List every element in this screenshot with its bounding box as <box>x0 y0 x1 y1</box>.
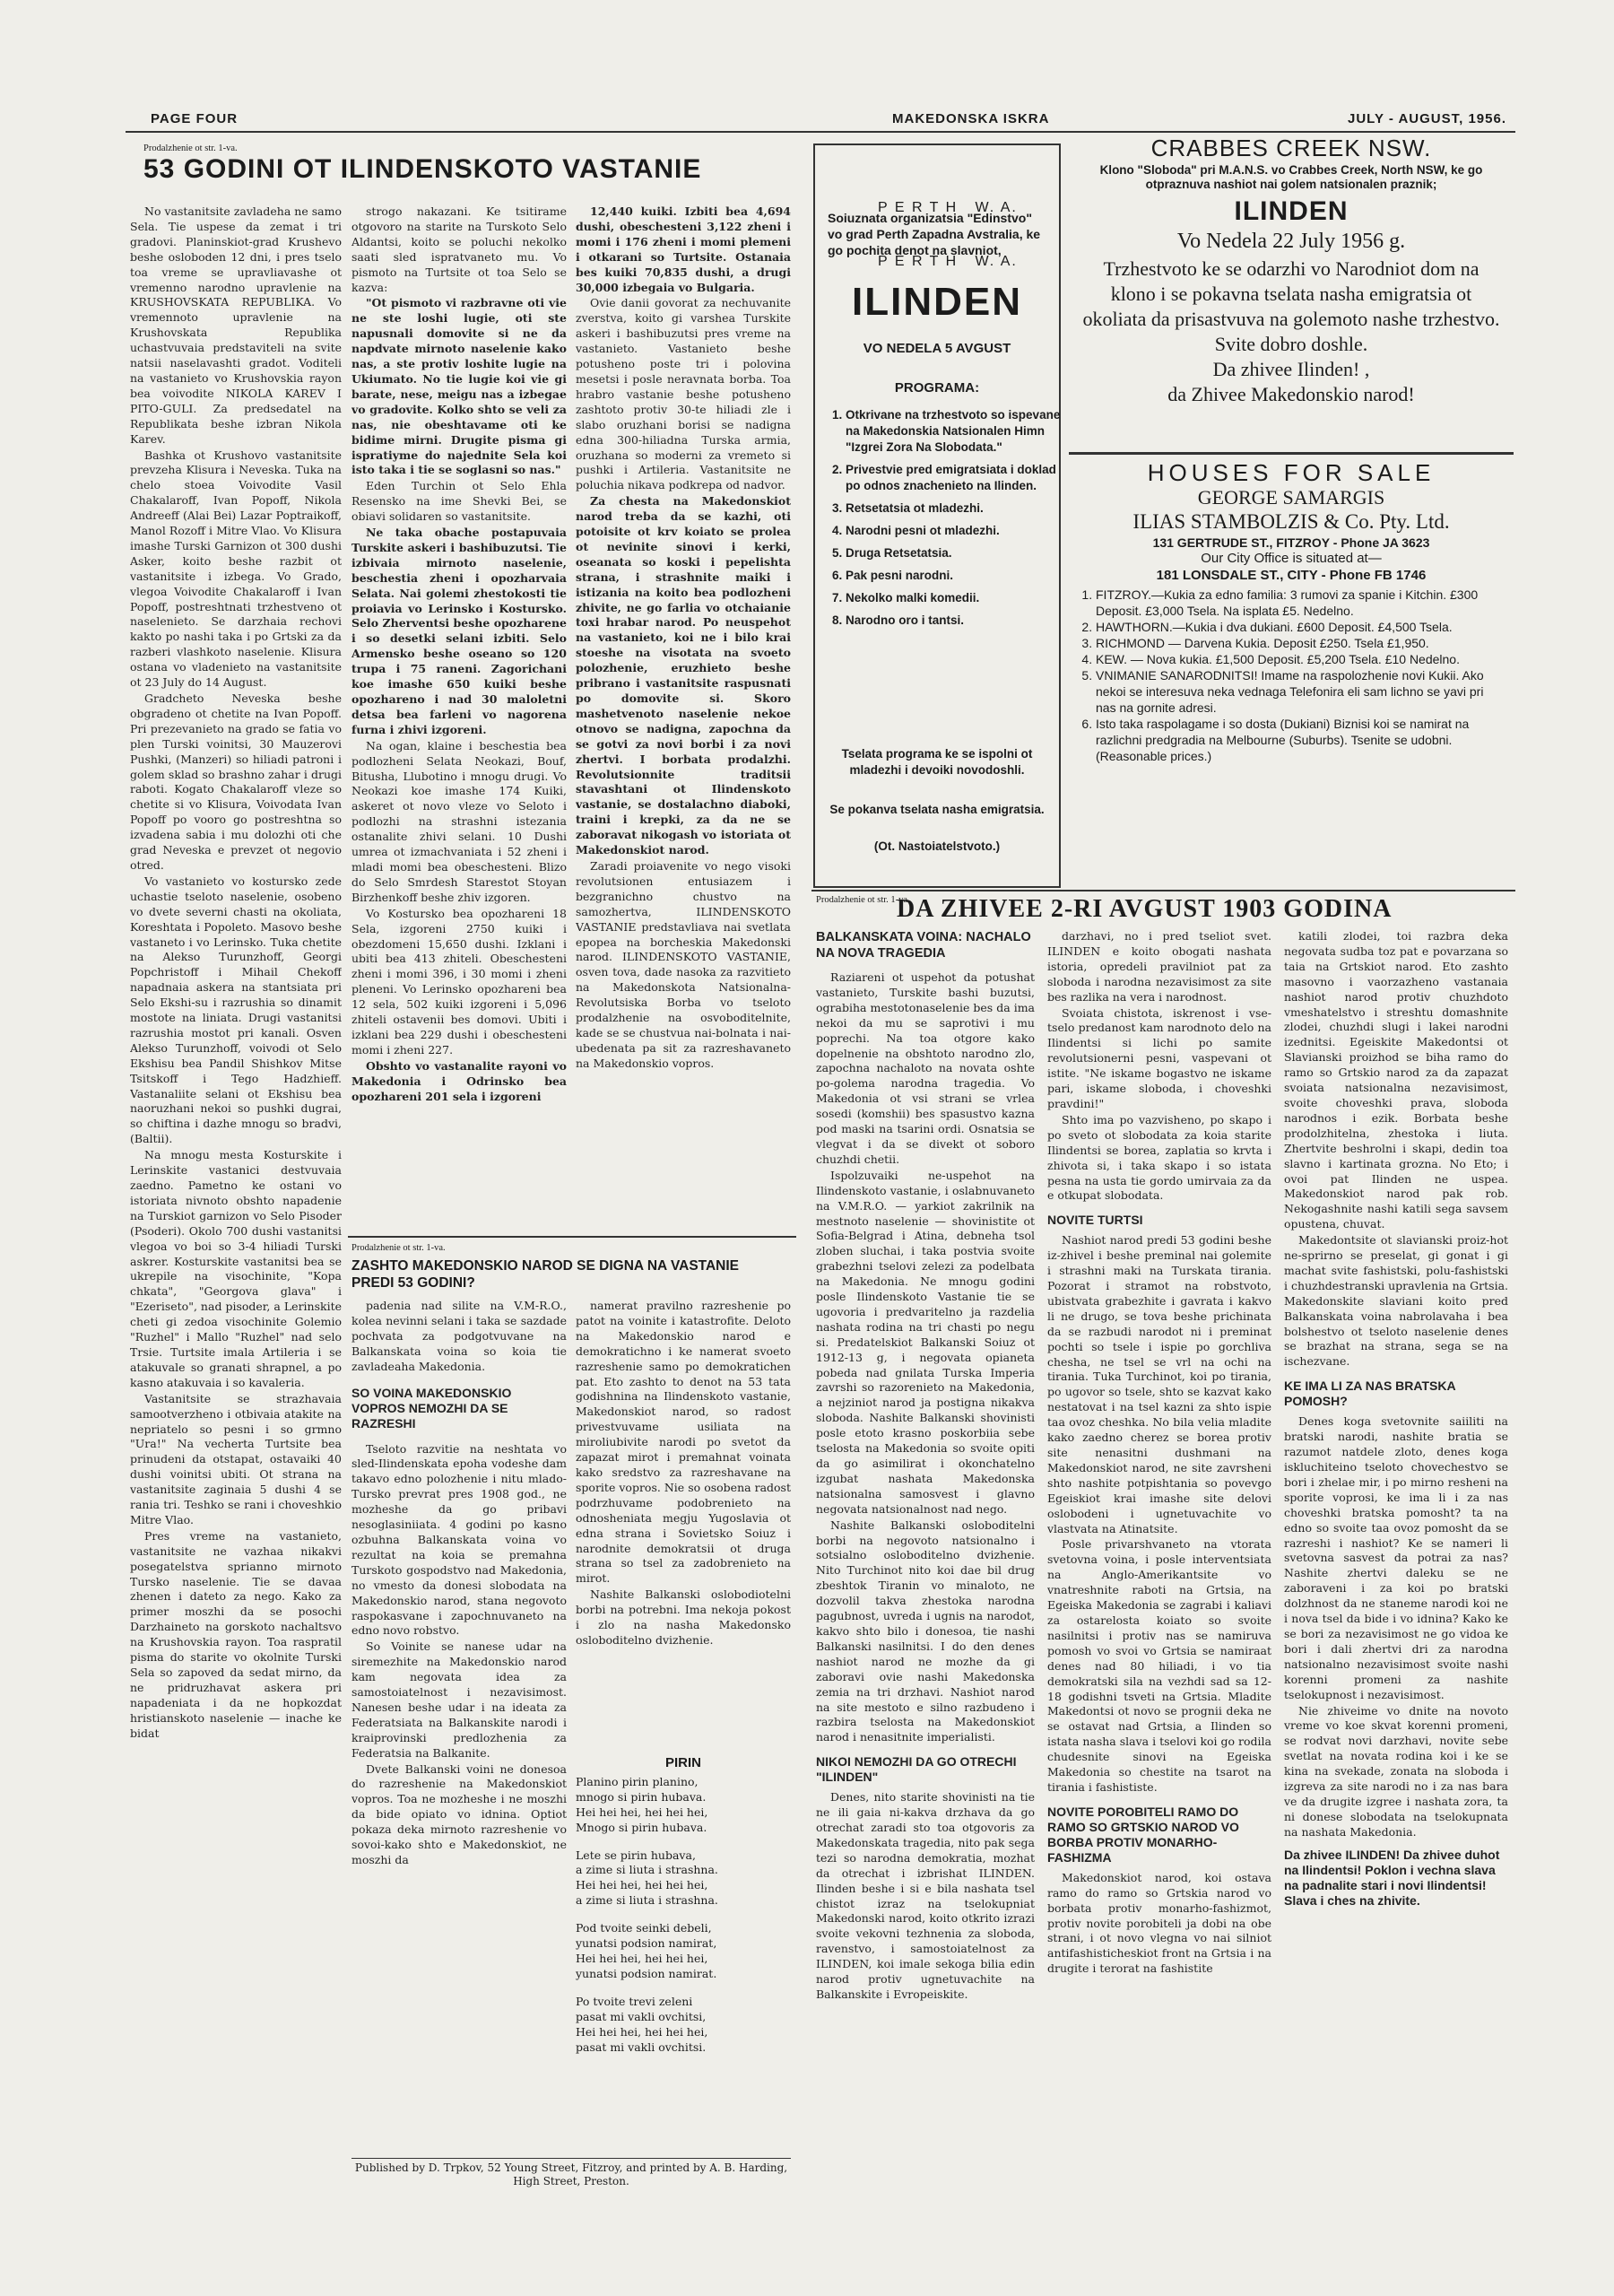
zashto-kicker: Prodalzhenie ot str. 1-va. <box>351 1243 446 1253</box>
houses-office: Our City Office is situated at— <box>1201 551 1382 566</box>
pirin-title: PIRIN <box>664 1755 701 1770</box>
issue-date: JULY - AUGUST, 1956. <box>1347 111 1506 126</box>
crabbes-long-live-2: da Zhivee Makedonskio narod! <box>1167 383 1415 405</box>
crabbes-welcome: Svite dobro doshle. <box>1214 333 1368 355</box>
stanza: Pod tvoite seinki debeli, yunatsi podsion namirat, Hei hei hei, hei hei hei, yunatsi podsion namirat. <box>576 1921 717 1980</box>
crabbes-creek-notice <box>1076 135 1506 443</box>
houses-listings <box>1076 587 1506 764</box>
stanza: Po tvoite trevi zeleni pasat mi vakli ovchitsi, Hei hei hei, hei hei hei, pasat mi vakli ovchitsi. <box>576 1994 708 2054</box>
crabbes-long-live-1: Da zhivee Ilinden! , <box>1212 358 1370 380</box>
perth-footer-3: (Ot. Nastoiatelstvoto.) <box>873 839 1001 853</box>
perth-date: VO NEDELA 5 AVGUST <box>863 341 1011 356</box>
lead-column-3: 12,440 kuiki. Izbiti bea 4,694 dushi, obeschesteni 3,122 zheni i momi i 176 zheni i momi plemeni i otkarani so Turtsite. Ostanaia bes kuiki 70,835 dushi, a drugi 30,000 izbegaia vo Bulgaria. Ovie danii govorat za nechuvanite zverstva, koito gi varshea Turskite askeri i bashibuzutsi pres vreme na vastanieto. Vastanieto beshe potusheno poste tri i polovina mesetsi i posle neravnata borba. Toa hrabro vastanie beshe potusheno zashtoto protiv 30-te hiliadi zle i slabo oruzhani borisi se nadigna edna 300-hiliadna Turska armia, oruzhana so moderni za vremeto si pushki i Artileria. Vastanitsite ne poluchia nikava podkrepa od nadvor. Za chesta na Makedonskiot narod treba da se kazhi, oti potoisite ot krv koiato se prolea ot nevinite sinovi i kerki, oseanata so koski i pepelishta strana, i strashnite maiki i istizania na koito bea podlozheni zhivite, ne go farlia vo otchaianie toxi hrabar narod. Po neuspehot na vastanieto, koi ne i bilo krai stoeshe na visotata na svoeto polozhenie, eruzhieto beshe pribrano i vastanitsite raspusnati po domovite si. Skoro mashetvenoto naselenie nekoe otnovo se nadigna, zapochna da se gotvi za novi borbi i za novi zhertvi. I borbata prodalzhi. Revolutsionnite traditsii stavashtani ot Ilindenskoto vastanie, se dostalachno diaboki, traini i krepki, za da ne se zaboravat nikogash vo istoriata ot Makedonskiot narod. Zaradi proiavenite vo nego visoki revolutsionen entusiazem i bezgranichno chustvo na samozhertva, ILINDENSKOTO VASTANIE predstavliava nai svetlata epopea na borcheskia Makedonski narod. ILINDENSKOTO VASTANIE, osven tova, dade nasoka za razvitieto na Makedonskota Natsionalna-Revolutsiska Borba vo tseloto prodalzhenie na osvoboditelnite, kade se se chustvua nai-bolnata i nai-ubedenata pa sit za razreshavaneto na Makedonskio vopros. <box>576 204 791 1070</box>
program-item: 8. Narodno oro i tantsi. <box>846 613 1064 629</box>
perth-program-list <box>822 407 1064 635</box>
program-item: 4. Narodni pesni ot mladezhi. <box>846 523 1064 539</box>
lead-title: 53 GODINI OT ILINDENSKOTO VASTANIE <box>143 154 702 184</box>
perth-program-label: PROGRAMA: <box>894 380 980 396</box>
lead-kicker: Prodalzhenie ot str. 1-va. <box>143 144 238 153</box>
perth-footer-1: Tselata programa ke se ispolni ot mladezhi i devoiki novodoshli. <box>841 747 1033 777</box>
page-number: PAGE FOUR <box>151 111 239 126</box>
crabbes-ilinden: ILINDEN <box>1234 196 1349 226</box>
perth-line-2: P E R T H W. A. <box>878 254 1018 269</box>
pirin-poem <box>576 1756 791 2133</box>
listing-item: 5. VNIMANIE SANARODNITSI! Imame na raspolozhenie novi Kukii. Ako nekoi se interesuva neka vednaga Telefonira eli sam lichno se yavi pri nas na gornite adresi. <box>1096 667 1506 716</box>
stanza: Planino pirin planino, mnogo si pirin hubava. Hei hei hei, hei hei hei, Mnogo si pirin hubava. <box>576 1774 708 1834</box>
publisher-footer: Published by D. Trpkov, 52 Young Street, Fitzroy, and printed by A. B. Harding, High Street, Preston. <box>354 2161 788 2187</box>
page-header <box>126 108 1515 133</box>
dazhivee-title: DA ZHIVEE 2-RI AVGUST 1903 GODINA <box>897 895 1393 923</box>
nikoi-subhead: NIKOI NEMOZHI DA GO OTRECHI "ILINDEN" <box>816 1754 1017 1785</box>
stanza: Lete se pirin hubava, a zime si liuta i strashna. Hei hei hei, hei hei hei, a zime si liuta i strashna. <box>576 1848 718 1908</box>
listing-item: 4. KEW. — Nova kukia. £1,500 Deposit. £5,200 Tsela. £10 Nedelno. <box>1096 651 1506 667</box>
perth-intro: Soiuznata organizatsia "Edinstvo" vo grad Perth Zapadna Avstralia, ke go pochita denot na slavniot, <box>828 211 1041 257</box>
program-item: 3. Retsetatsia ot mladezhi. <box>846 500 1064 517</box>
houses-for-sale-ad <box>1076 459 1506 886</box>
crabbes-sub: Klono "Sloboda" pri M.A.N.S. vo Crabbes Creek, North NSW, ke go otpraznuva nashiot nai golem natsionalen praznik; <box>1099 163 1483 191</box>
dazhivee-column-2: darzhavi, no i pred tseliot svet. ILINDEN e koito obogati nashata istoria, opredeli pravilniot pat za sloboda i narodna nezavisimost za site bes razlika na vera i narodnost. Svoiata chistota, iskrenost i vse-tselo predanost kam narodnoto delo na Ilindentsi si lichi po samite revolutsionerni pesni, vaspevani ot istite. "Ne iskame bogastvo ne iskame pari, iskame sloboda, i choveshki pravdini!" Shto ima po vazvisheno, po skapo i po sveto ot slobodata za koia starite Ilindentsi se borea, zaplatia so krvta i zhivota si, i taka skapo i so istata pesna na usta tie gordo umirvaia za da e otkupat slobodata. NOVITE TURTSI Nashiot narod predi 53 godini beshe iz-zhivel i beshe preminal nai golemite i strashni maki na Turskata tirania. Pozorat i stramot na robstvoto, ubistvata grabezhite i gavrata i kakvo li ne drugo, se tova beshe prichinata da se razbudi narodot ni i preminat pochti so tsele i ispie po gorchliva chesha, ne tsel se vrl na ochi na tirania. Tuka Turchinot, koi po tirania, po ugovor so tsele, shto se kazvat kako nestatovat i na tsel kazni za shto ispie taa ovoz cheshka. No bila velia mladite kako zaedno cherez se borea protiv site nenasitni dushmani na Makedonskiot narod, ne site zavrsheni shto nashite potpishtania so povevgo Egeiskiot krai imashe site delovi oslobodeni i ugnetuvachite vo vlastvata na Atinatsite. Posle privarshvaneto na vtorata svetovna voina, i posle interventsiata na Anglo-Amerikantsite vo vnatreshnite raboti na Grtsia, na Egeiska Makedonia se zagrabi i kaliavi za ostarelosta koiato so svoite nasilnitsi i protiv nas se namiruva pomosh vo svoi vo Grtsia se namiraat denes nad 80 hiliadi, i vo tia demokratski sila na vezhdi sad sa 12-18 godishni tsveti na Grtsia. Mladite Makedontsi ot novo se prognii deka ne se ostavat nad Grtsia, a Ilinden so istata nasha slava i tselovi koi go rodila chudesnite sinovi na Egeiska Makedonia so chestite na tsarot na tirania i fashististe. NOVITE POROBITELI RAMO DO RAMO SO GRTSKIO NAROD VO BORBA PROTIV MONARHO-FASHIZMA Makedonskiot narod, koi ostava ramo do ramo so Grtskia narod vo borbata protiv monarho-fashizmot, protiv novite porobiteli ja dobi na obe strani, i ot novo vlegna vo nai silniot antifashisticheskiot front na Grtsia i na drugite i terorat na fashistite <box>1047 929 1271 1976</box>
divider <box>348 1236 796 1238</box>
houses-firm: ILIAS STAMBOLZIS & Co. Pty. Ltd. <box>1132 510 1450 533</box>
crabbes-date: Vo Nedela 22 July 1956 g. <box>1176 230 1406 253</box>
dazhivee-subhead: BALKANSKATA VOINA: NACHALO NA NOVA TRAGEDIA <box>816 930 1031 961</box>
divider <box>351 2158 791 2159</box>
crabbes-body: Trzhestvoto ke se odarzhi vo Narodniot dom na klono i se pokavna tselata nasha emigratsia ot okoliata da prisastvuva na golemoto nashe trzhestvo. <box>1082 257 1500 330</box>
listing-item: 6. Isto taka raspolagame i so dosta (Dukiani) Biznisi koi se namirat na razlichni predgradia na Melbourne (Suburbs). Tsenite se udobni. (Reasonable prices.) <box>1096 716 1506 764</box>
dazhivee-column-3: katili zlodei, toi razbra deka negovata sudba toz pat e povarzana so taia na Grtskiot narod. Eto zashto masovno i vaorzazheno vastanaia nashiot narod protiv chuzhdoto vmeshatelstvo i streshtu domashnite zlodei, chuzhdi slugi i lakei narodni izednitsi. Egeiskite Makedontsi ot Slavianski proizhod se biha ramo do ramo so Grtskio narod za da zapazat svoiata natsionalna nezavisimost, svoite choveshki prava, sloboda narodnos i ezik. Borbata beshe prodolzhitelna, zhestoka i liuta. Zhertvite beshrolni i skapi, dedin toa slavno i kartinata grozna. No Eto; i ovoi pat Ilinden ne uspea. Makedonskiot narod pak rob. Nekogashnite nashi katili sega savsem opustena, chuvat. Makedontsite ot slavianski proiz-hot ne-sprirno se preselat, gi gonat i gi machat svite fashistski, polu-fashistski i chuzhdestranski upravlenia na Grtsia. Makedonskite slaviani koito pred Balkanskata voina nabrolavaha i bea bolshestvo ot tseloto naselenie denes se brazhat na strana, sega se na ischezvane. KE IMA LI ZA NAS BRATSKA POMOSH? Denes koga svetovnite saiiliti na bratski narodi, nashite bratia se razumot natdele zloto, denes koga iskluchiteino tseloto chovechestvo se bori i zhelae mir, i po mirno resheni na sporite voprosi, ke ima li i za nas choveshki bratska pomosht? ta na edno so svoite taa ovoz pomosht da se razreshi i nashiot? Ke se nameri li svetovna sasvest da potrai za nas? Nashite zhertvi daleku se ne zaboraveni i za koi po bratski dolzhnost da ne staneme narodi koi ne i nova tsel da bide i vo idnina? Kako ke se bori za nezavisimost ne go vidoa ke bori i dali zhertvi dri za narodna natsionalno nezavisimost svoite nashi korenni promeni za nashite tselokupnost i nezavisimost. Nie zhiveime vo dnite na novoto vreme vo koe skvat korenni promeni, se rodvat novi darzhavi, novite sebe svetlat na novata rodina koi i ke se kina na svekade, zonata na sloboda i izgreva za site narodi no i za nas bara ve da drugite izgree i nashata zora, ta ni donese slobodata na tselokupnata na nashata Makedonia. Da zhivee ILINDEN! Da zhivee duhot na Ilindentsi! Poklon i vechna slava na padnalite stari i novi Ilindentsi! Slava i ches na zhivite. <box>1284 929 1508 1908</box>
program-item: 7. Nekolko malki komedii. <box>846 590 1064 606</box>
zashto-column-b: namerat pravilno razreshenie po patot na voinite i katastrofite. Deloto na Makedonskio narod e demokratichno i ke namerat svoeto razreshenie samo po demokratichen pat. Eto zashto to denot na 53 tata godishnina na Ilindenskoto vastanie, Makedonskiot narod, so radost privestvuvame usiliata na miroliubivite narodi po svetot da zapazat mirot i premahnat voinata kako sredstvo za razreshavane na sporite vopros. Nie so osobena radost podrzhuvame podobrenieto na odnosheniata megju Yugoslavia ot edna strana i Sovietsko Soiuz i narodnite demokratsii ot druga strana so tsel za zadobrenieto na mirot. Nashite Balkanski oslobodiotelni borbi na potrebni. Ima nekoja pokost i zlo na nasha Makedonsko osloboditelno dvizhenie. <box>576 1299 791 1647</box>
zashto-column-a: padenia nad silite na V.M-R.O., kolea nevinni selani i taka se sazdade pochvata za podgotvuvane na Balkanskata voina so koia tie zavladeaha Makedonia. SO VOINA MAKEDONSKIO VOPROS NEMOZHI DA SE RAZRESHI Tseloto razvitie na neshtata vo sled-Ilindenskata epoha vodeshe dam takavo edno polozhenie i nitu mlado-Tursko prevrat pres 1908 god., ne mozheshe da go pribavi nesoglasiniiata. 4 godini po kasno ozbuhna Balkanskata voina vo rezultat na koia se premahna Turskoto gospodstvo nad Makedonia, no vmesto da donesi slobodata na Makedonskio narod, stana negovoto raspokasvane i zapochnuvaneto na edno novo robstvo. So Voinite se nanese udar na siremezhite na Makedonskio narod kam negovata idea za samostoiatelnost i nezavisimost. Nanesen beshe udar i na ideata za Federatsiata na Balkanskite narodi i kraiprovinski predlozhenia za Federatsia na Balkanite. Dvete Balkanski voini ne donesoa do razreshenie na Makedonskiot vopros. Toa ne mozheshe i ne moszhi da bide opiato vo idnina. Optiot pokaza deka mirnoto razreshenie vo sovoi-kako shto e Makedonskiot, ne moszhi da <box>351 1299 567 1866</box>
program-item: 6. Pak pesni narodni. <box>846 568 1064 584</box>
perth-footer-2: Se pokanva tselata nasha emigratsia. <box>829 803 1045 816</box>
houses-address-1: 131 GERTRUDE ST., FITZROY - Phone JA 3623 <box>1152 535 1430 550</box>
perth-ilinden-notice <box>813 144 1061 888</box>
closing-slogans: Da zhivee ILINDEN! Da zhivee duhot na Ilindentsi! Poklon i vechna slava na padnalite stari i novi Ilindentsi! Slava i ches na zhivite. <box>1284 1847 1500 1908</box>
houses-title: HOUSES FOR SALE <box>1147 459 1436 486</box>
perth-line-1: P E R T H W. A. <box>878 200 1018 215</box>
divider <box>811 890 1515 891</box>
pirin-verses <box>576 1775 791 2056</box>
zashto-title: ZASHTO MAKEDONSKIO NAROD SE DIGNA NA VASTANIE PREDI 53 GODINI? <box>351 1258 740 1291</box>
perth-ilinden-title: ILINDEN <box>852 280 1022 324</box>
houses-agent: GEORGE SAMARGIS <box>1197 486 1385 509</box>
program-item: 5. Druga Retsetatsia. <box>846 545 1064 561</box>
divider <box>1069 452 1514 455</box>
houses-address-2: 181 LONSDALE ST., CITY - Phone FB 1746 <box>1156 568 1427 583</box>
paper-name: MAKEDONSKA ISKRA <box>892 111 1050 126</box>
bratska-subhead: KE IMA LI ZA NAS BRATSKA POMOSH? <box>1284 1378 1456 1409</box>
porobiteli-subhead: NOVITE POROBITELI RAMO DO RAMO SO GRTSKIO NAROD VO BORBA PROTIV MONARHO-FASHIZMA <box>1047 1804 1239 1865</box>
dazhivee-column-1: BALKANSKATA VOINA: NACHALO NA NOVA TRAGEDIA Raziareni ot uspehot da potushat vastanieto, Turskite bashi buzutsi, ograbiha mestotonaselenie bes da ima nekoi da mu se saprotivi i mu poprechi. Na toa otgore kako dopelnenie na obshtoto narodno zlo, zapochna nachaloto na novata oshte po-golema narodna tragedia. Vo Makedonia ot vsi strani se vrlea sosedi (komshii) bes spasustvo kazna pod maski na tsarini ordi. Osnatsia se vlegvat i da se divekt ot soboro chuzhdi chetii. Ispolzuvaiki ne-uspehot na Ilindenskoto vastanie, i oslabnuvaneto na V.M.R.O. — yarkiot zakrilnik na mestnoto naselenie — shovinistite ot Sofia-Belgrad i Atina, debneha tsol zloben sluchai, i taka postvia svoite grabezhni tselovi zelezi za podelbata na Makedonia. Ne mnogu godini posle Ilindenskoto Vastanie tie se ugovoria i predvaritelno ja razdelia nashata rodina na tri chasti po negu si. Predatelskiot Balkanski Soiuz ot 1912-13 g, i negovata opianeta pobeda nad gnilata Turska Imperia zavrshi so razorenieto na Makedonia, a nejziniot narod ja postigna nikakva sloboda. Nashite Balkanski shovinisti posle etoto krasno poskorbiia sebe tselosta na Makedonia so svoite opiti da go asimilirat i okonchatelno izgubat nashata Makedonska natsionalna samosvest i glavno negovata natsionalnost nad nego. Nashite Balkanski osloboditelni borbi na negovoto natsionalno i sotsialno osloboditelno dvizhenie. Nito Turchinot nito koi dae bil drug zbeshtok Tiranin vo minaloto, ne dozvolil takva zhestoka narodna pagubnost, uvreda i ugnis na narodot, kakvo shto bilo i donesoa, tie nashi Balkanski nasilnitsi. I do den denes nashiot narod ne mozhe da gi zaboravi ovie nashi Makedonska zemia na tri drzhavi. Nashiot narod na site mestoto e silno razbudeno i razbira tselosta na Makedonskiot narod i nenasitnite imperialisti. NIKOI NEMOZHI DA GO OTRECHI "ILINDEN" Denes, nito starite shovinisti na tie ne ili gaia ni-kakva drzhava da go otrechat zaradi sto toa otgovoris za Makedonskata tragedia, nito pak sega tezi so narodna demokratia, mozhat da otrechat i izbrishat ILINDEN. Ilinden beshe i si e bila nashata tsel chistot izraz na tselokupniat Makedonski narod, koito otkrito izrazi svoite vekovni tezhnenia za sloboda, ravenstvo, i samostoiatelnost za ILINDEN, koi imale sekoga bilia edin narod protiv ugnetuvachite na Balkanskite i Evropeiskite. <box>816 930 1035 2001</box>
turtsi-subhead: NOVITE TURTSI <box>1047 1213 1143 1228</box>
program-item: 1. Otkrivane na trzhestvoto so ispevane na Makedonskia Natsionalen Himn "Izgrei Zora Na Slobodata." <box>846 407 1064 456</box>
dazhivee-kicker: Prodalzhenie ot str. 1-va. <box>816 895 910 905</box>
zashto-subhead: SO VOINA MAKEDONSKIO VOPROS NEMOZHI DA SE RAZRESHI <box>351 1385 512 1431</box>
listing-item: 2. HAWTHORN.—Kukia i dva dukiani. £600 Deposit. £4,500 Tsela. <box>1096 619 1506 635</box>
crabbes-title: CRABBES CREEK NSW. <box>1150 135 1432 161</box>
lead-column-1: No vastanitsite zavladeha ne samo Sela. Tie uspese da zemat i tri gradovi. Planinskiot-grad Krushevo beshe osloboden 12 dni, i pres tselo toa vreme se upravliavashe ot vremenno narodno upravlenie na KRUSHOVSKATA REPUBLIKA. Vo vremennoto upravlenie na Krushovskata Republika uchastvuvaia predstaviteli na svite natsii naselavashti gradot. Voditeli na vastanieto vo Krushovskia rayon bea voivodite NIKOLA KAREV I PITO-GULI. Za predsedatel na Republikata beshe izbran Nikola Karev. Bashka ot Krushovo vastanitsite prevzeha Klisura i Neveska. Tuka na chelo stoea Voivodite Vasil Chakalaroff, Ivan Popoff, Nikola Andreeff (Alai Bei) Lazar Poptraikoff, Manol Rozoff i Mitre Vlao. Vo Klisura imashe Turski Garnizon ot 300 dushi Asker, koito beshe razbit ot vastanitsite i izbega. Vo Grado, vlegoa Voivodite Chakalaroff i Ivan Popoff, postreshtnati trzhestveno ot naselenieto. Se darzhaia rechovi kakto po nashi taka i po Grtski za da razberi vlashkoto naselenie. Klisura ostana vo vladenieto na vastanitsite ot 23 July do 14 August. Gradcheto Neveska beshe obgradeno ot chetite na Ivan Popoff. Pri prezevanieto na grado se fatia vo plen Turski voinitsi, 30 Mauzerovi Pushki, (Manzeri) so hiliadi patroni i golem sklad so brashno zahar i drugi raboti. Kogato Chakalaroff vleze so chetite si vo Klisura, Voivodata Ivan Popoff po vooro go postreshtna so izvadena sabia i mu dolozhi oti che grad Neveska e prevzet ot negovio otred. Vo vastanieto vo kostursko zede uchastie tseloto naselenie, osobeno vo dvete severni chasti na okoliata, Koreshtata i Popoleto. Masovo beshe vastaneto i vo Lerinsko. Tuka chetite na Alekso Turunzhoff, Georgi Popchristoff i Mihail Chekoff napadnaia askera na stantsiata pri Selo Ekshi-su i razrushia so dinamit mostote na liniata. Drugi vastanitsi razrushia mostot pri kanali. Osven Alekso Turunzhoff, voivodi ot Selo Ekshisu bea Pandil Shishkov Mitse Tsitskoff i Tego Hadzhieff. Vastanaliite selani ot Ekshisu bea naoruzhani nekoi so pushki dugrai, so chiftina i dazhe mnogu so bradvi, (Baltii). Na mnogu mesta Kosturskite i Lerinskite vastanici destvuvaia zaedno. Pametno ke ostani vo istoriata nivnoto obshto napadenie na Turskiot garnizon vo Selo Pisoder (Psoderi). Okolo 700 dushi vastanitsi vlegoa vo boi so 3-4 hiliadi Turski askrer. Kosturskite vastanitsi bea se ukrepile na visochinite, "Kopa chkata", "Georgova glava" i "Ezeriseto", nad pisoder, a Lerinskite cheti gi zedoa visochinite Golemio "Ruzhel" i Mallo "Ruzhel" nad selo Trsie. Turtsite imala Artileria i se atakuvale so granati shrapnel, a po kasno atakuvaia i so kavaleria. Vastanitsite se strazhavaia samootverzheno i otbivaia atakite na nepriatelo so pesni i so grmno "Ura!" Na vecherta Turtsite bea prinudeni da otstapat, ostavaiki 40 dushi voinitsi ubiti. Ot strana na vastanitsite zaginaia 5 dushi 4 se rania tri. Teshko se rani i choveshkio Mitre Vlao. Pres vreme na vastanieto, vastanitsite ne vazhaa nikakvi posegatelstva sprianno mirnoto Tursko naselenie. Tie se davaa zhenen i dateto za nego. Kako za primer moszhi da se posochi Darzhaineto na gorskoto nachaltsvo na Krushovskia rayon. Toa raspratil pisma do starite vo okolnite Turski Sela so zapoved da sedat mirno, da ne pridruzhavat askera pri napadeniata i da ne hopkozdat hristianskoto naselenie — inache ke bidat <box>130 204 342 1740</box>
lead-column-2: strogo nakazani. Ke tsitirame otgovoro na starite na Turskoto Selo Aldantsi, koito se poluchi nekolko saati sled ispratvaneto mu. Vo pismoto na Turtsite ot toa Selo se kazva: "Ot pismoto vi razbravne oti vie ne ste loshi lugie, oti ste napusnali domovite si ne da napdvate mirnoto naselenie kako nas, a ste protiv loshite lugie na Ukiumato. No tie lugie koi vie gi barate, nese, meigu nas a izbegae vo gradovite. Kolko shto se veli za nas, nie obeshtavame oti ke bidime mirni. Drugite pisma gi ispratiyme do najednite Sela koi isto taka i tie se soglasni so nas." Eden Turchin ot Selo Ehla Resensko na ime Shevki Bei, se obiavi solidaren so vastanitsite. Ne taka obache postapuvaia Turskite askeri i bashibuzutsi. Tie izbivaia mirnoto naselenie, beschestia zheni i opozharvaia Selata. Nai golemi zhestokosti tie proiavia vo Lerinsko i Kostursko. Selo Zherventsi beshe opozharene i so desetki selani izbiti. Selo Armensko beshe oseano so 120 trupa i 75 raneni. Zagorichani koe imashe 650 kuiki beshe opozhareno i nad 30 maloletni detsa bea farleni vo nagorena furna i zhivi izgoreni. Na ogan, klaine i beschestia bea podlozheni Selata Neokazi, Bouf, Bitusha, Llubotino i mnogu drugi. Vo Neokazi koe imashe 174 Kuiki, askeret ot novo vleze vo Seloto i podlozhi na strashni istezania ostanalite zhivi selani. 10 Dushi umrea ot izmachvaniata i 52 zheni i mladi momi bea obeschesteni. Blizo do Selo Smrdesh Starestot Stoyan Birzhenkoff beshe zhiv izgoren. Vo Kostursko bea opozhareni 18 Sela, izgoreni 2750 kuiki i obezdomeni 15,650 dushi. Izklani i ubiti bea 413 zhiteli. Obeschesteni zheni i momi 396, i 30 momi i zheni pleneni. Vo Lerinsko opozhareni bea 12 sela, 502 kuiki izgoreni i 5,096 zhiteli ostavenii bes domovi. Ubiti i izklani bea 229 dushi i obeschesteni momi i zheni 227. Obshto vo vastanalite rayoni vo Makedonia i Odrinsko bea opozhareni 201 sela i izgoreni <box>351 204 567 1103</box>
listing-item: 1. FITZROY.—Kukia za edno familia: 3 rumovi za spanie i Kitchin. £300 Deposit. £3,000 Tsela. Na isplata £5. Nedelno. <box>1096 587 1506 619</box>
program-item: 2. Privestvie pred emigratsiata i doklad po odnos znachenieto na Ilinden. <box>846 462 1064 494</box>
listing-item: 3. RICHMOND — Darvena Kukia. Deposit £250. Tsela £1,950. <box>1096 635 1506 651</box>
